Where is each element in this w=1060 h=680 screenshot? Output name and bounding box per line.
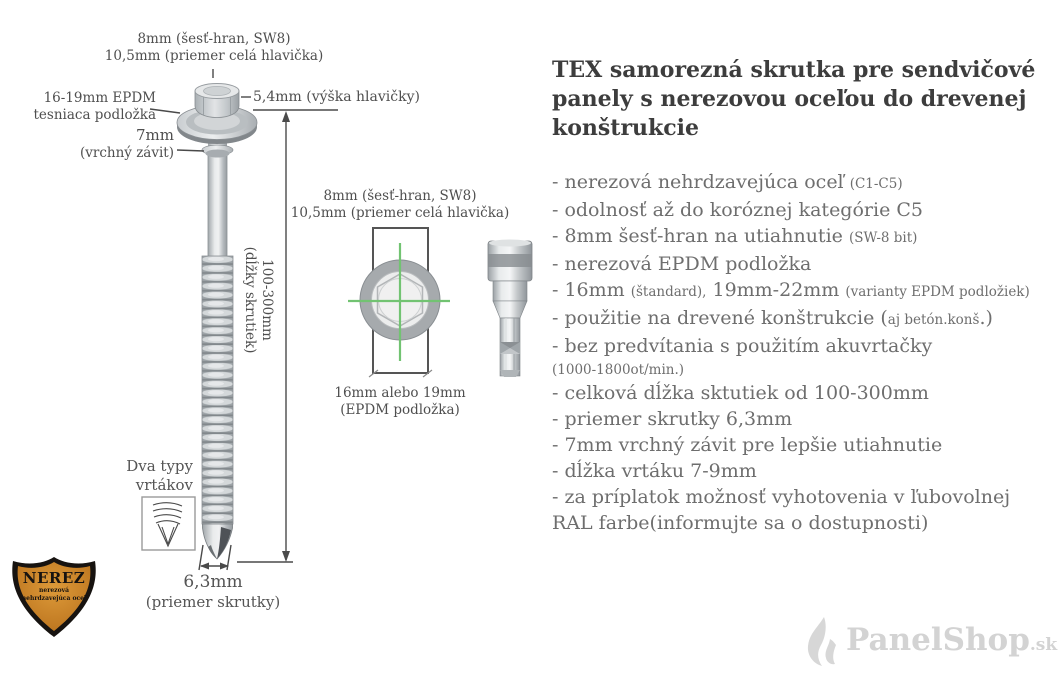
label-drill-types-line1: Dva typy xyxy=(126,457,193,475)
badge-title: NEREZ xyxy=(22,569,86,587)
spec-segment: - bez predvítania s použitím akuvrtačky xyxy=(552,335,933,357)
label-epdm-line2: tesniaca podložka xyxy=(33,107,156,123)
spec-item xyxy=(552,197,1050,223)
label-length-line2: (dĺžky skrutiek) xyxy=(242,246,258,354)
label-drill-types-line2: vrtákov xyxy=(135,476,193,494)
spec-item xyxy=(552,406,1050,432)
spec-item xyxy=(552,305,1050,333)
label-head-height: 5,4mm (výška hlavičky) xyxy=(253,89,420,105)
spec-item xyxy=(552,223,1050,251)
label-epdm-washer xyxy=(20,90,156,124)
spec-segment: (štandard), xyxy=(630,284,707,300)
spec-segment: aj betón.konš xyxy=(887,312,980,328)
label-topview-washer-line2: (EPDM podložka) xyxy=(340,402,460,418)
label-diameter-line2: (priemer skrutky) xyxy=(145,593,281,611)
spec-item xyxy=(552,458,1050,484)
spec-item xyxy=(552,432,1050,458)
label-screw-length xyxy=(241,240,275,360)
label-screw-diameter xyxy=(123,572,303,612)
spec-segment: 19mm-22mm xyxy=(706,279,846,301)
spec-segment: - nerezová nehrdzavejúca oceľ xyxy=(552,171,850,193)
badge-subtitle-2: nehrdzavejúca oceľ xyxy=(21,594,87,602)
spec-segment: - 8mm šesť-hran na utiahnutie xyxy=(552,225,849,247)
badge-subtitle-1: nerezová xyxy=(39,587,69,594)
spec-segment: - 16mm xyxy=(552,279,631,301)
logo-tld: .sk xyxy=(1029,635,1058,655)
label-topview-head xyxy=(280,188,520,222)
label-epdm-line1: 16-19mm EPDM xyxy=(43,90,156,106)
hex-head xyxy=(195,84,239,118)
label-head-dimensions xyxy=(94,31,334,65)
head-top-view xyxy=(348,228,450,377)
spec-item xyxy=(552,359,1050,380)
spec-segment: (varianty EPDM podložiek) xyxy=(845,284,1030,300)
label-top-thread xyxy=(60,127,174,162)
flame-icon xyxy=(806,617,840,669)
spec-item xyxy=(552,380,1050,406)
spec-segment: .) xyxy=(979,307,993,329)
socket-bit xyxy=(488,240,532,378)
spec-segment: (SW-8 bit) xyxy=(848,230,918,246)
spec-list xyxy=(552,169,1050,536)
label-head-dim-line1: 8mm (šesť-hran, SW8) xyxy=(137,31,291,47)
label-diameter-line1: 6,3mm xyxy=(183,572,243,592)
spec-segment: - za príplatok možnosť vyhotovenia v ľubovolnej RAL farbe(informujte sa o dostupnosti) xyxy=(552,486,1011,534)
label-top-thread-line1: 7mm xyxy=(136,126,174,144)
label-length-line1: 100-300mm xyxy=(259,259,275,341)
drill-types-box xyxy=(142,497,195,550)
spec-segment: (C1-C5) xyxy=(849,176,903,192)
spec-segment: (1000-1800ot/min.) xyxy=(552,362,685,378)
crosshair xyxy=(348,243,450,361)
label-topview-line1: 8mm (šesť-hran, SW8) xyxy=(323,188,477,204)
spec-item xyxy=(552,484,1050,536)
label-head-dim-line2: 10,5mm (priemer celá hlavička) xyxy=(104,48,324,64)
spec-segment: - 7mm vrchný závit pre lepšie utiahnutie xyxy=(552,434,943,456)
spec-item xyxy=(552,333,1050,359)
label-top-thread-line2: (vrchný závit) xyxy=(79,145,174,161)
spec-item xyxy=(552,277,1050,305)
badge-text xyxy=(8,570,100,602)
spec-item xyxy=(552,251,1050,277)
label-topview-washer xyxy=(300,385,500,419)
logo-name: PanelShop xyxy=(846,622,1030,658)
spec-segment: - dĺžka vrtáku 7-9mm xyxy=(552,460,757,482)
panelshop-logo xyxy=(806,614,1056,672)
spec-segment: - nerezová EPDM podložka xyxy=(552,253,812,275)
label-topview-washer-line1: 16mm alebo 19mm xyxy=(334,385,466,401)
product-title: TEX samorezná skrutka pre sendvičové panely s nerezovou oceľou do drevenej konštrukcie xyxy=(552,57,1036,141)
spec-segment: - priemer skrutky 6,3mm xyxy=(552,408,793,430)
nerez-badge xyxy=(8,555,100,639)
spec-item xyxy=(552,169,1050,197)
spec-segment: - odolnosť až do koróznej kategórie C5 xyxy=(552,199,923,221)
label-topview-line2: 10,5mm (priemer celá hlavička) xyxy=(290,205,510,221)
spec-segment: - použitie na drevené konštrukcie ( xyxy=(552,307,888,329)
logo-text xyxy=(846,622,1057,658)
spec-segment: - celková dĺžka sktutiek od 100-300mm xyxy=(552,382,929,404)
label-drill-types xyxy=(103,457,193,495)
